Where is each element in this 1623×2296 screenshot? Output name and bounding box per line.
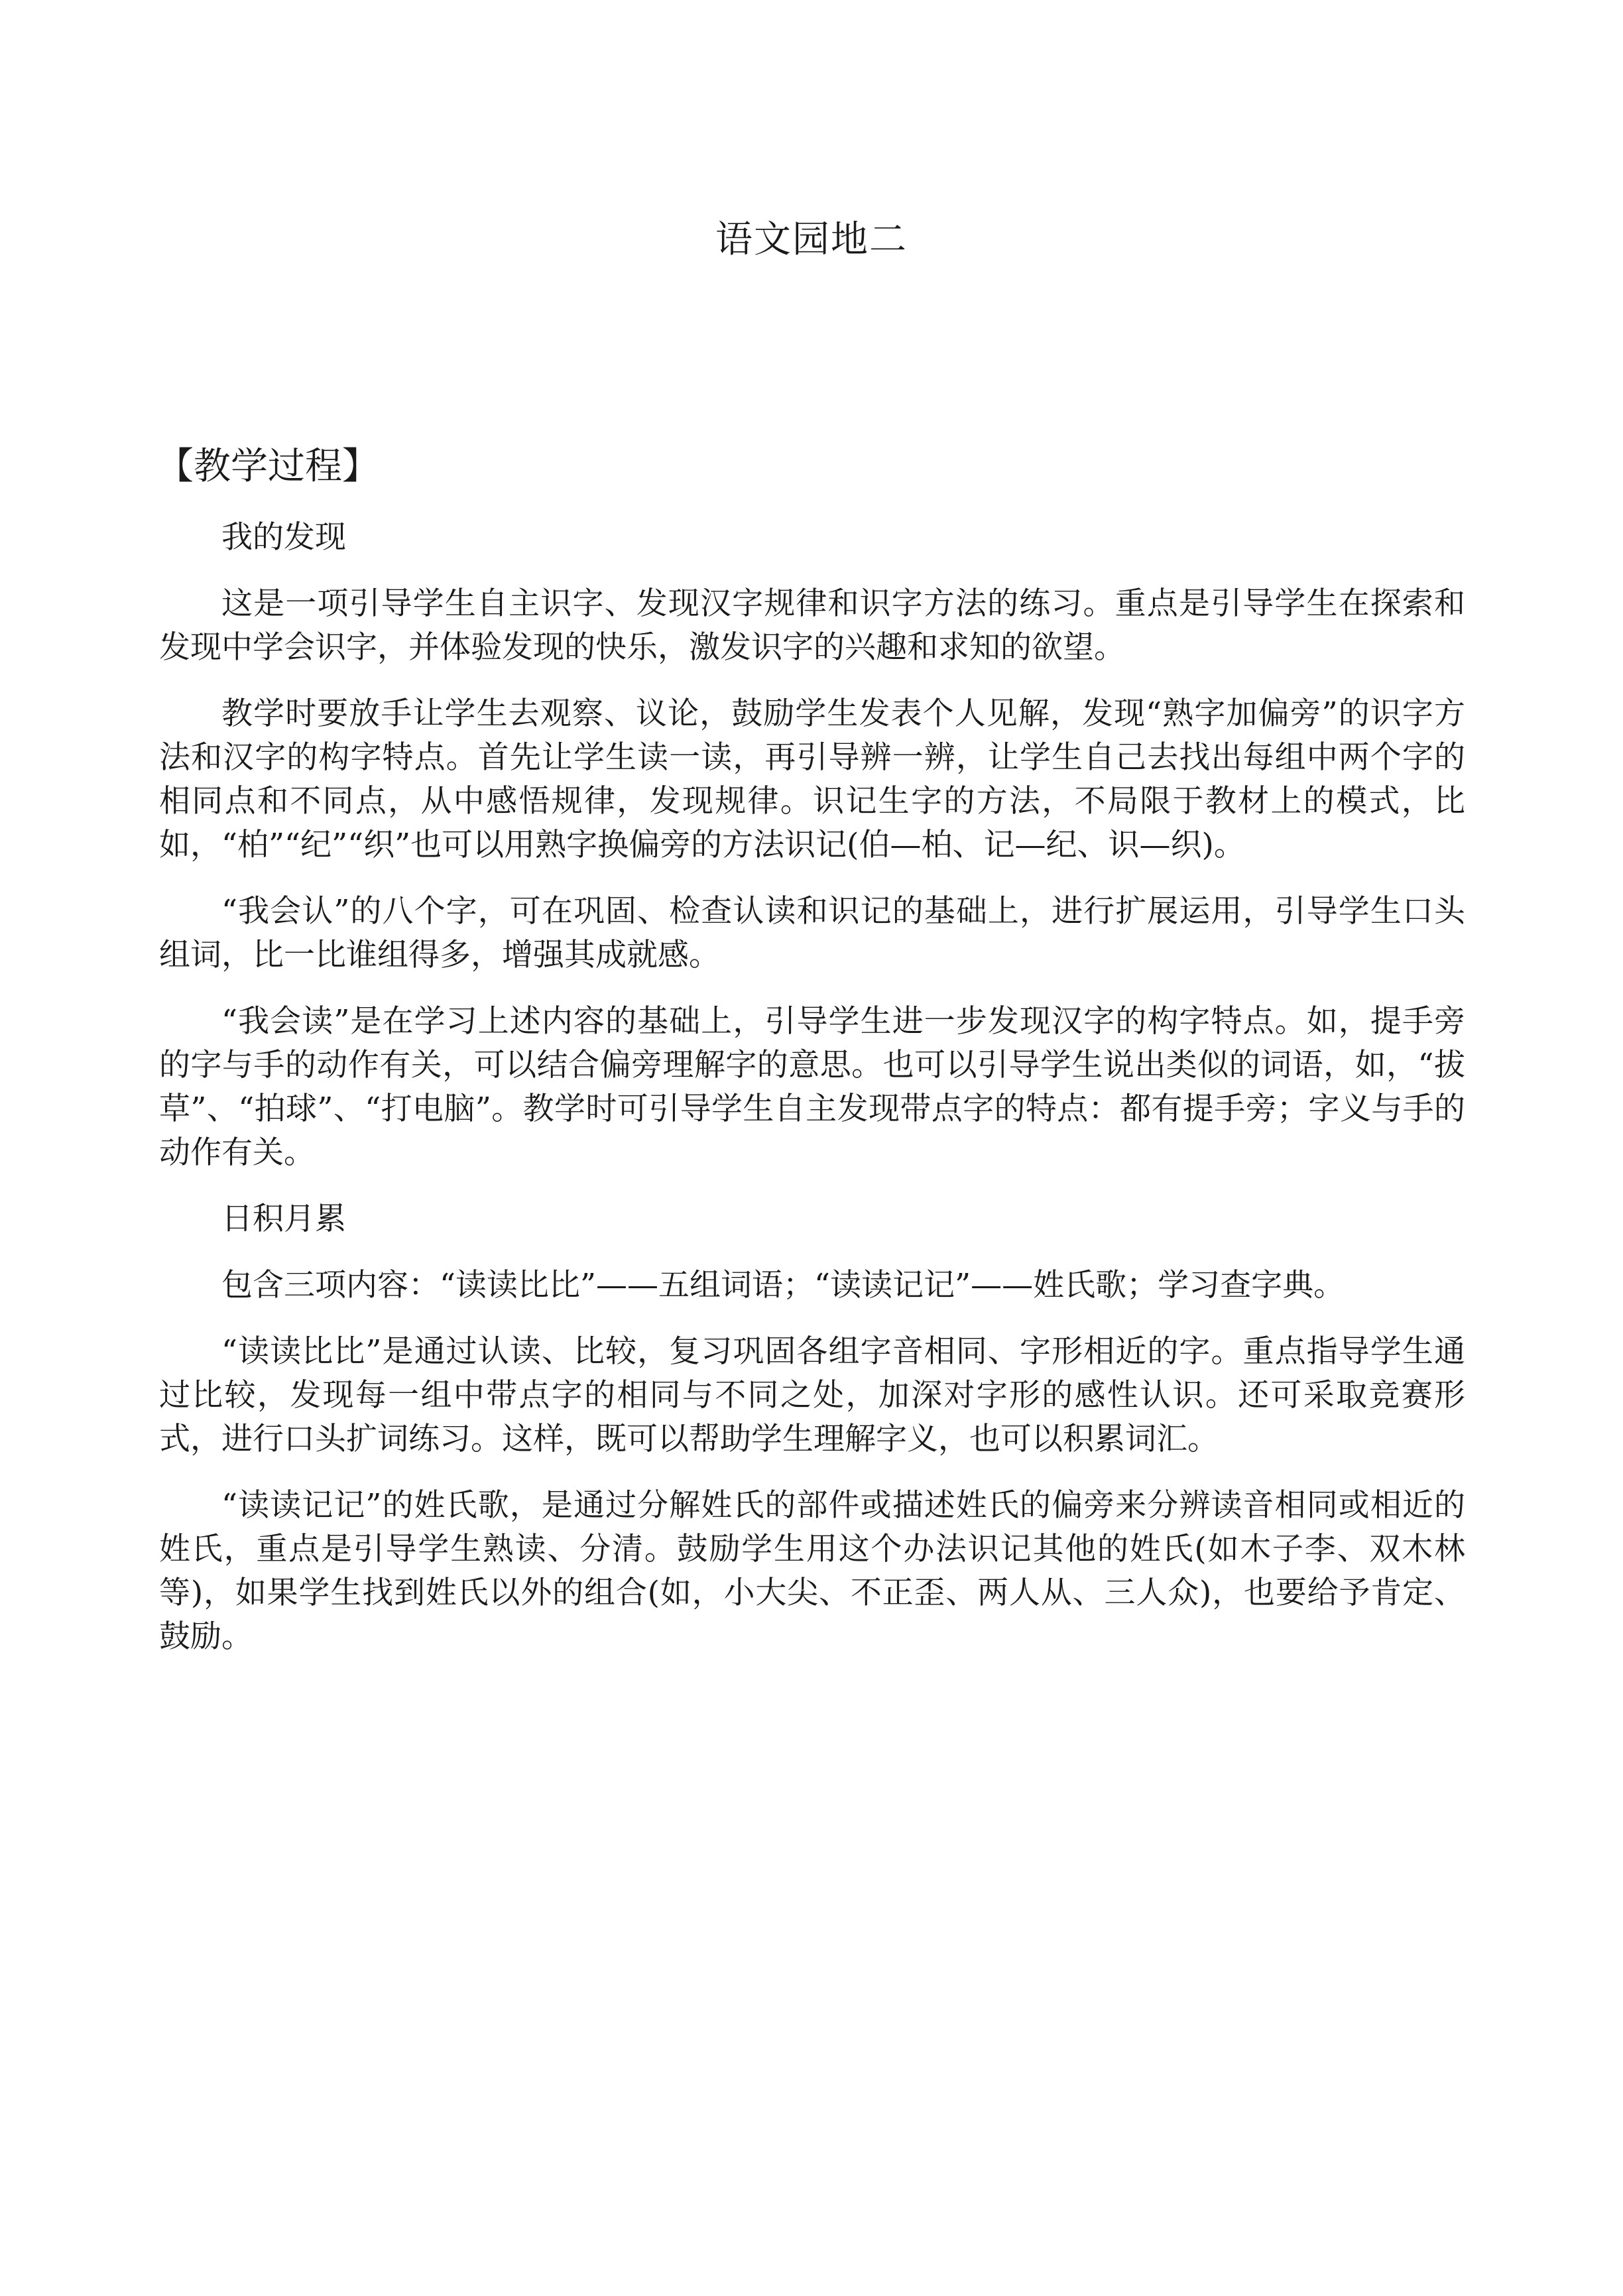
paragraph: “读读记记”的姓氏歌，是通过分解姓氏的部件或描述姓氏的偏旁来分辨读音相同或相近的姓氏，重点是引导学生熟读、分清。鼓励学生用这个办法识记其他的姓氏(如木子李、双木林等)，如果学生找到姓氏以外的组合(如，小大尖、不正歪、两人从、三人众)，也要给予肯定、鼓励。 <box>159 1487 1465 1655</box>
subheading-riji-yuelei: 日积月累 <box>221 1201 346 1237</box>
page-title: 语文园地二 <box>715 218 908 261</box>
section-heading: 【教学过程】 <box>156 445 379 488</box>
paragraph: 这是一项引导学生自主识字、发现汉字规律和识字方法的练习。重点是引导学生在探索和发现中学会识字，并体验发现的快乐，激发识字的兴趣和求知的欲望。 <box>159 585 1465 666</box>
paragraph: “我会读”是在学习上述内容的基础上，引导学生进一步发现汉字的构字特点。如，提手旁的字与手的动作有关，可以结合偏旁理解字的意思。也可以引导学生说出类似的词语，如，“拔草”、“拍球”、“打电脑”。教学时可引导学生自主发现带点字的特点：都有提手旁；字义与手的动作有关。 <box>159 1003 1465 1171</box>
subheading-wode-faxian: 我的发现 <box>221 519 346 556</box>
paragraph: 教学时要放手让学生去观察、议论，鼓励学生发表个人见解，发现“熟字加偏旁”的识字方法和汉字的构字特点。首先让学生读一读，再引导辨一辨，让学生自己去找出每组中两个字的相同点和不同点，从中感悟规律，发现规律。识记生字的方法，不局限于教材上的模式，比如，“柏”“纪”“织”也可以用熟字换偏旁的方法识记(伯—柏、记—纪、识—织)。 <box>159 695 1465 863</box>
paragraph: “我会认”的八个字，可在巩固、检查认读和识记的基础上，进行扩展运用，引导学生口头组词，比一比谁组得多，增强其成就感。 <box>159 893 1465 973</box>
document-body <box>159 516 1465 1681</box>
paragraph: “读读比比”是通过认读、比较，复习巩固各组字音相同、字形相近的字。重点指导学生通过比较，发现每一组中带点字的相同与不同之处，加深对字形的感性认识。还可采取竞赛形式，进行口头扩词练习。这样，既可以帮助学生理解字义，也可以积累词汇。 <box>159 1333 1465 1457</box>
paragraph: 包含三项内容：“读读比比”——五组词语；“读读记记”——姓氏歌；学习查字典。 <box>221 1267 1345 1303</box>
